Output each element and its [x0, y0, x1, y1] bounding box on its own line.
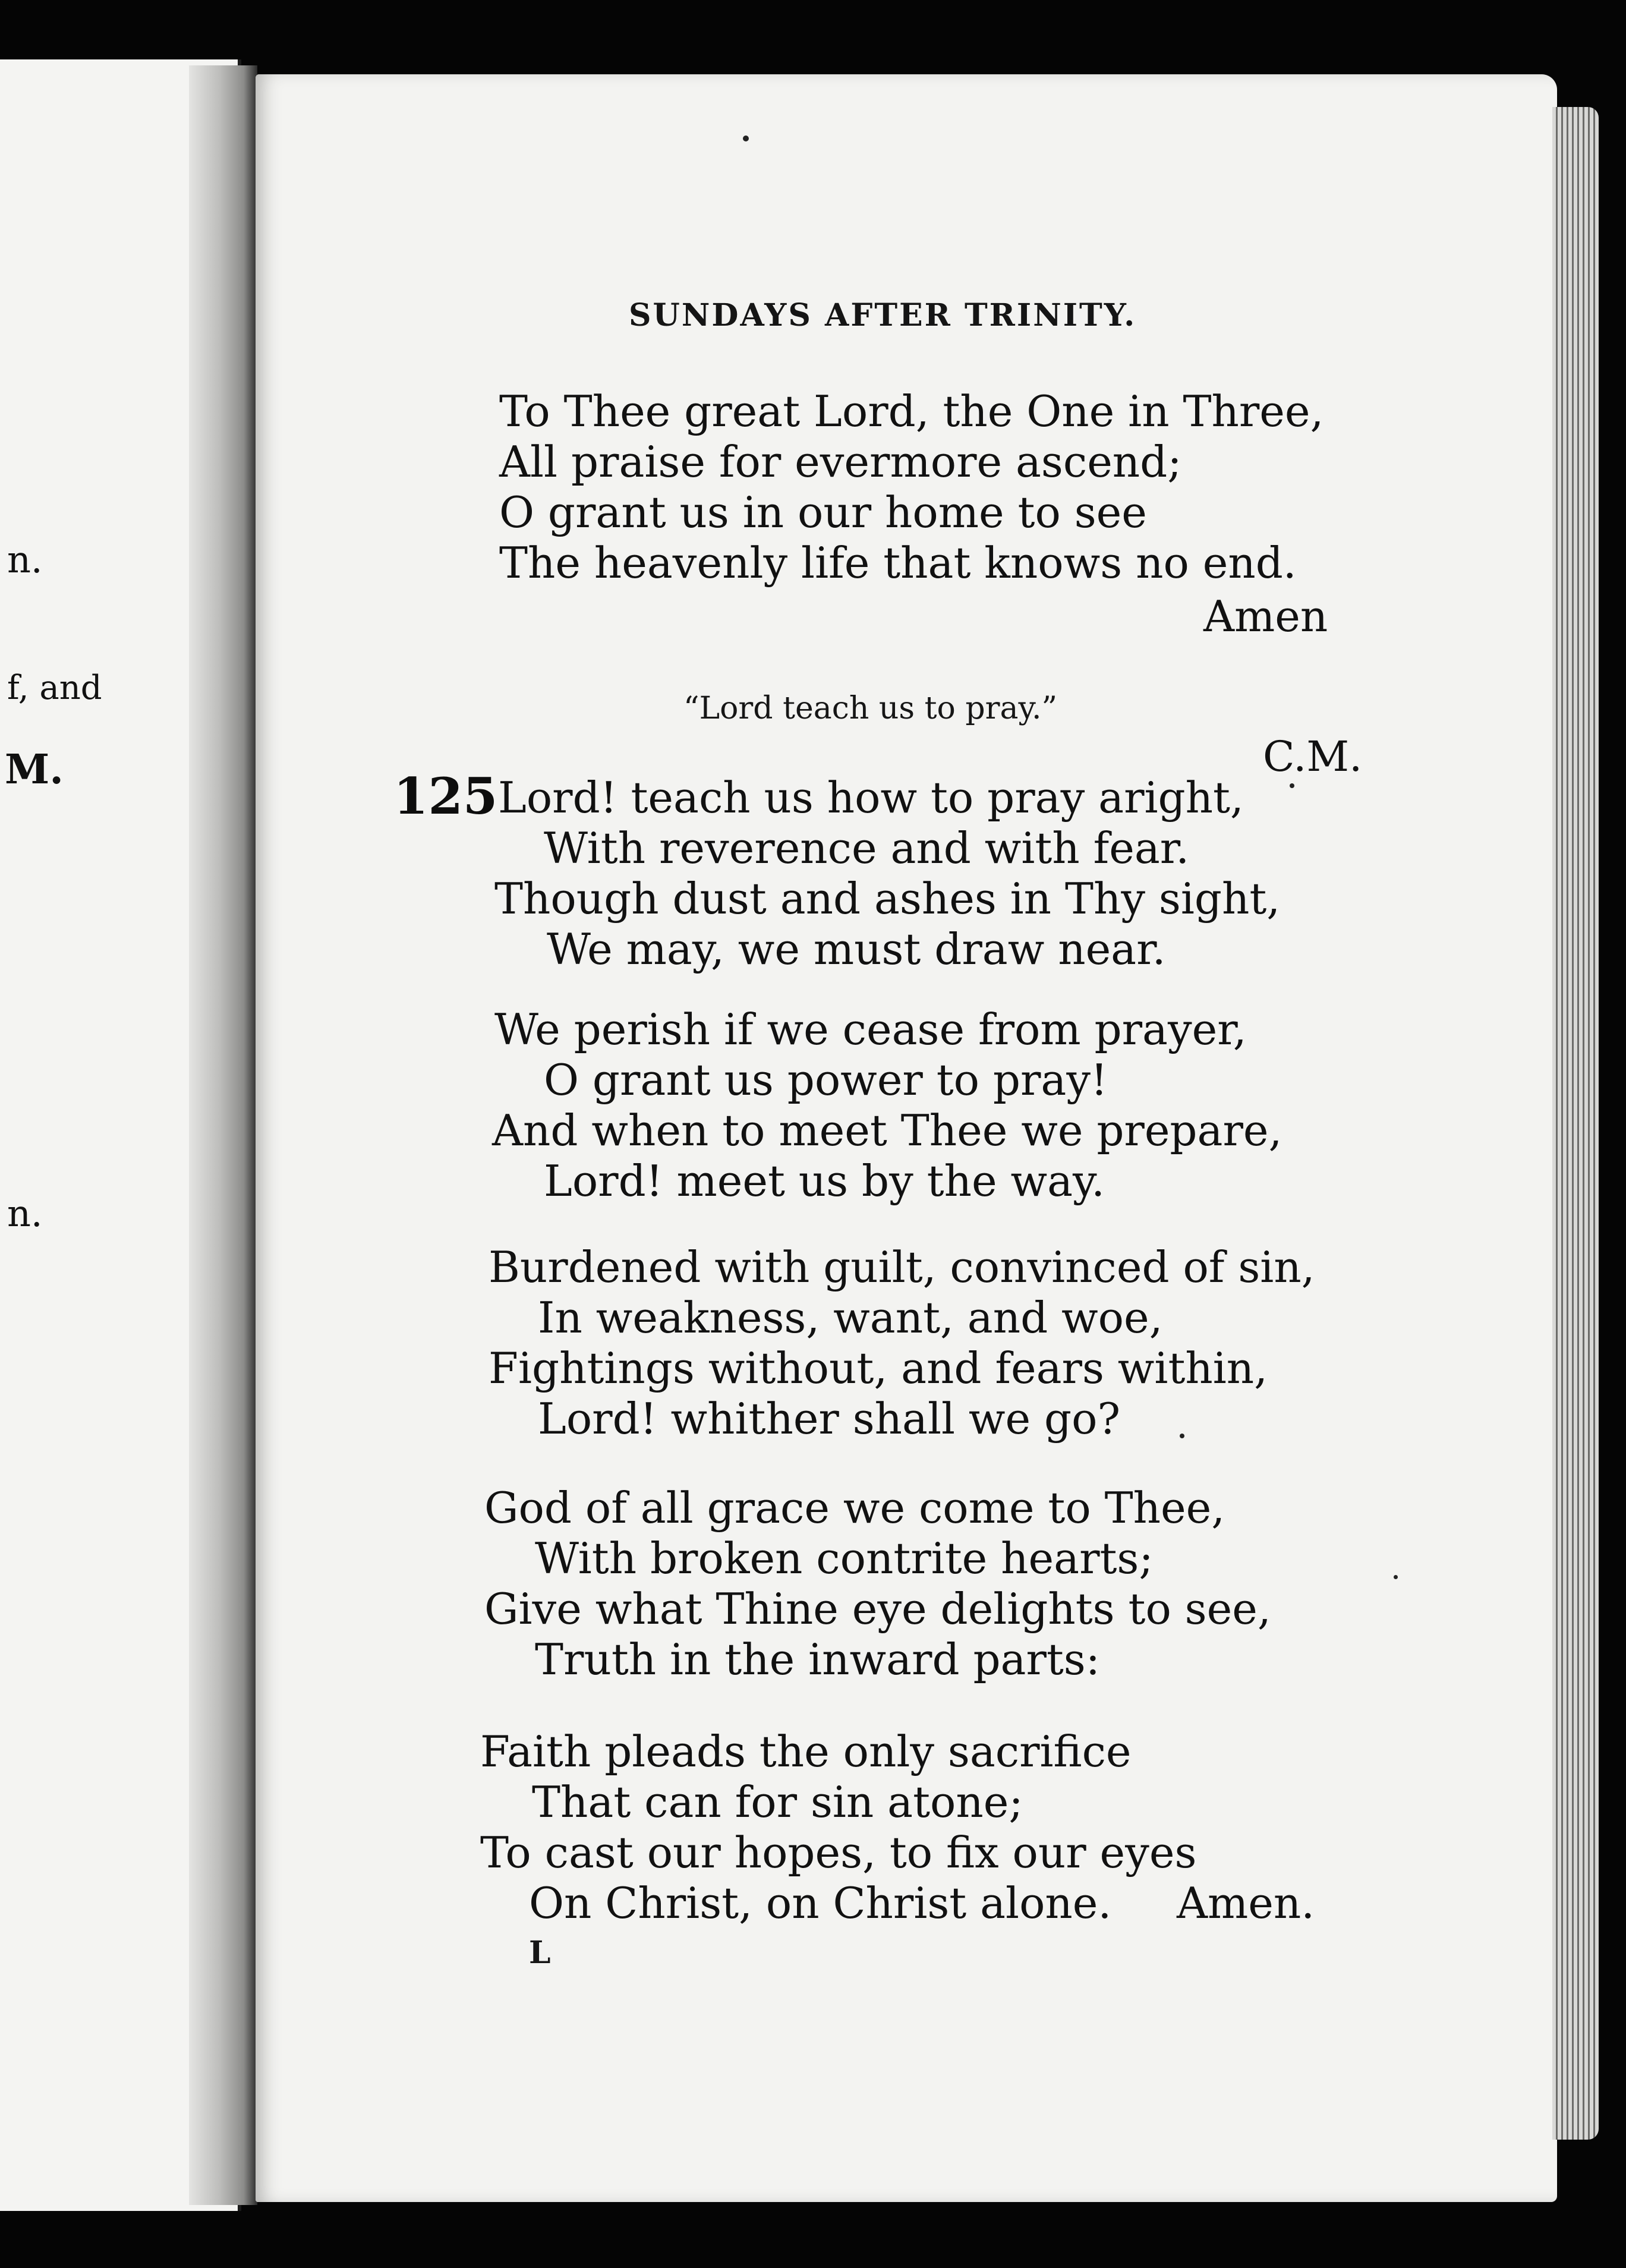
- verse-line: Lord! teach us how to pray aright,: [498, 773, 1244, 823]
- verse-line: Lord! meet us by the way.: [544, 1156, 1105, 1206]
- hymn-number: 125: [393, 767, 498, 826]
- left-page-fragment: n.: [7, 1192, 43, 1235]
- verse-line: Lord! whither shall we go?: [538, 1394, 1121, 1444]
- verse-line: All praise for evermore ascend;: [499, 437, 1182, 487]
- verse-line: We may, we must draw near.: [547, 924, 1166, 974]
- left-page-fragment: M.: [5, 746, 64, 793]
- verse-line: Fightings without, and fears within,: [489, 1343, 1268, 1393]
- left-page-fragment: f, and: [7, 669, 102, 707]
- verse-line: Faith pleads the only sacrifice: [480, 1727, 1132, 1776]
- verse-line: That can for sin atone;: [532, 1777, 1023, 1827]
- verse-line: On Christ, on Christ alone.: [529, 1878, 1112, 1928]
- verse-line: With reverence and with fear.: [544, 823, 1190, 873]
- scan-speck: [1290, 783, 1294, 788]
- verse-line: Truth in the inward parts:: [535, 1634, 1101, 1684]
- verse-line: In weakness, want, and woe,: [538, 1293, 1163, 1343]
- verse-line: And when to meet Thee we prepare,: [492, 1105, 1282, 1155]
- amen: Amen: [1203, 591, 1328, 641]
- scan-speck: [1180, 1434, 1184, 1438]
- page-edges: [1552, 107, 1599, 2140]
- epigraph: “Lord teach us to pray.”: [683, 691, 1058, 726]
- verse-line: God of all grace we come to Thee,: [484, 1483, 1225, 1533]
- verse-line: Burdened with guilt, convinced of sin,: [489, 1242, 1315, 1292]
- amen: Amen.: [1177, 1878, 1315, 1928]
- verse-line: O grant us power to pray!: [544, 1055, 1108, 1105]
- verse-line: Though dust and ashes in Thy sight,: [494, 874, 1281, 924]
- running-head: SUNDAYS AFTER TRINITY.: [629, 297, 1137, 333]
- verse-line: With broken contrite hearts;: [535, 1533, 1154, 1583]
- verse-line: To cast our hopes, to fix our eyes: [480, 1828, 1197, 1878]
- scan-speck: [743, 136, 749, 141]
- meter-label: C.M.: [1263, 732, 1363, 781]
- verse-line: To Thee great Lord, the One in Three,: [499, 386, 1324, 436]
- scan-speck: [1394, 1575, 1398, 1579]
- verse-line: Give what Thine eye delights to see,: [484, 1584, 1271, 1634]
- verse-line: O grant us in our home to see: [499, 487, 1147, 537]
- book-gutter: [189, 65, 257, 2205]
- left-page-fragment: n.: [7, 538, 43, 581]
- verse-line: We perish if we cease from prayer,: [494, 1004, 1247, 1054]
- verse-line: The heavenly life that knows no end.: [499, 538, 1297, 588]
- signature-mark: L: [529, 1935, 551, 1971]
